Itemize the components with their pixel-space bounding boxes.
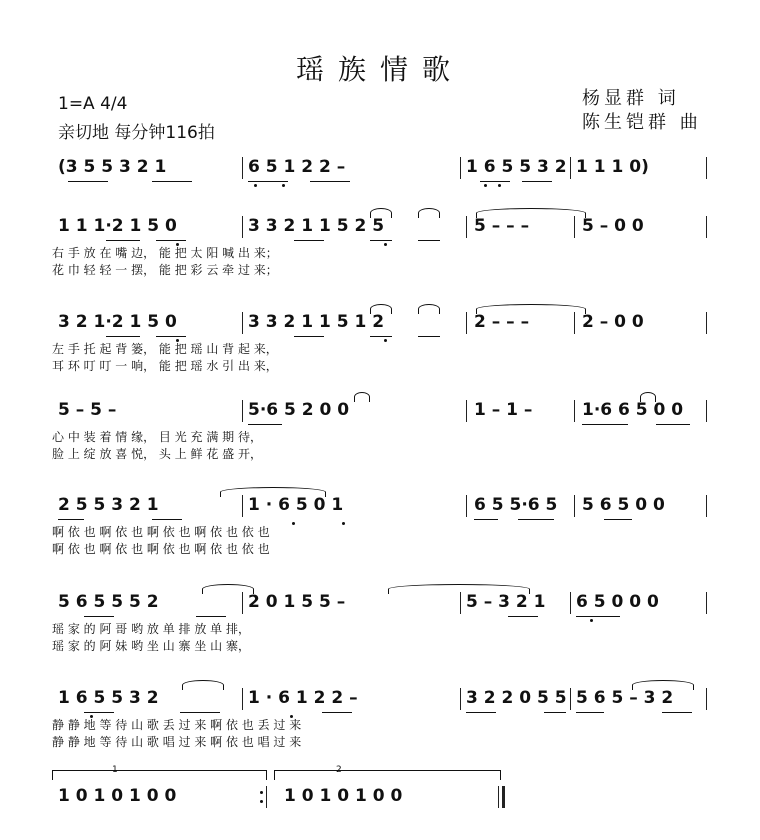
tie — [220, 487, 326, 497]
slur — [418, 304, 440, 314]
measure: 1·6 6 5 0 0 — [582, 400, 684, 420]
measure: 1 · 6 5 0 1 — [248, 495, 344, 515]
barline — [466, 312, 467, 334]
underline — [84, 616, 114, 617]
lyric-line-1: 左 手 托 起 背 篓， 能 把 瑶 山 背 起 来， — [52, 342, 278, 356]
lyric-line-2: 静 静 地 等 待 山 歌 唱 过 来 啊 依 也 唱 过 来 — [52, 735, 302, 749]
measure: 2 5 5 3 2 1 — [58, 495, 159, 515]
score-system-1 — [52, 157, 712, 187]
slur — [354, 392, 370, 402]
measure: 1 · 6 1 2 2 – — [248, 688, 358, 708]
measure: 2 – 0 0 — [582, 312, 644, 332]
underline — [58, 519, 84, 520]
final-barline — [502, 786, 505, 808]
repeat-barline — [266, 786, 267, 808]
barline — [460, 157, 461, 179]
final-barline — [498, 786, 499, 808]
underline — [604, 519, 632, 520]
lower-octave-dot — [282, 184, 285, 187]
second-ending-bracket — [500, 770, 501, 780]
underline — [152, 181, 192, 182]
underline — [518, 519, 554, 520]
measure: 1 0 1 0 1 0 0 — [284, 786, 403, 806]
barline — [706, 688, 707, 710]
lyric-line-1: 右 手 放 在 嘴 边， 能 把 太 阳 喊 出 来； — [52, 246, 278, 260]
barline — [460, 688, 461, 710]
lyric-line-2: 脸 上 绽 放 喜 悦， 头 上 鲜 花 盛 开， — [52, 447, 262, 461]
repeat-dot — [260, 791, 263, 794]
measure: 3 3 2 1 1 5 1 2 — [248, 312, 385, 332]
underline — [196, 616, 226, 617]
lyric-line-1: 瑶 家 的 阿 哥 哟 放 单 排 放 单 排， — [52, 622, 250, 636]
tie — [388, 584, 530, 594]
barline — [574, 216, 575, 238]
underline — [152, 519, 182, 520]
measure: 3 2 2 0 5 5 — [466, 688, 567, 708]
lyric-line-1: 心 中 装 着 情 缘， 目 光 充 满 期 待， — [52, 430, 262, 444]
underline — [418, 240, 440, 241]
barline — [570, 157, 571, 179]
lower-octave-dot — [484, 184, 487, 187]
underline — [508, 616, 538, 617]
score-system-8 — [52, 765, 712, 810]
key-time-signature: 1=A 4/4 — [58, 94, 128, 114]
measure: 1 6 5 5 3 2 — [58, 688, 159, 708]
barline — [706, 495, 707, 517]
underline — [544, 712, 566, 713]
underline — [582, 424, 628, 425]
barline — [574, 312, 575, 334]
underline — [370, 240, 392, 241]
score-system-2 — [52, 216, 712, 276]
barline — [706, 592, 707, 614]
barline — [706, 400, 707, 422]
measure: 5·6 5 2 0 0 — [248, 400, 350, 420]
lyric-line-2: 耳 环 叮 叮 一 响， 能 把 瑶 水 引 出 来， — [52, 359, 278, 373]
underline — [180, 712, 220, 713]
underline — [84, 712, 114, 713]
measure: 1 6 5 5 3 2 — [466, 157, 567, 177]
barline — [242, 495, 243, 517]
measure: 5 – – – — [474, 216, 530, 236]
measure: 1 – 1 – — [474, 400, 533, 420]
score-system-5 — [52, 495, 712, 555]
measure: 5 – 0 0 — [582, 216, 644, 236]
barline — [574, 495, 575, 517]
tempo-marking: 亲切地 每分钟116拍 — [58, 123, 215, 143]
barline — [242, 400, 243, 422]
barline — [242, 688, 243, 710]
barline — [460, 592, 461, 614]
underline — [370, 336, 392, 337]
underline — [156, 336, 186, 337]
barline — [242, 216, 243, 238]
barline — [242, 312, 243, 334]
underline — [68, 181, 108, 182]
underline — [156, 240, 186, 241]
measure: 3 3 2 1 1 5 2 5 — [248, 216, 385, 236]
song-title: 瑶族情歌 — [295, 53, 464, 86]
repeat-dot — [260, 800, 263, 803]
slur — [418, 208, 440, 218]
lyricist-credit: 杨显群 词 — [582, 88, 680, 109]
score-system-7 — [52, 688, 712, 748]
slur — [182, 680, 224, 690]
second-ending-label: 2 — [336, 765, 342, 775]
measure: 1 1 1 0) — [576, 157, 649, 177]
score-system-4 — [52, 400, 712, 460]
barline — [466, 495, 467, 517]
measure: 2 0 1 5 5 – — [248, 592, 346, 612]
lyric-line-2: 瑶 家 的 阿 妹 哟 坐 山 寨 坐 山 寨， — [52, 639, 250, 653]
barline — [570, 592, 571, 614]
slur — [640, 392, 656, 402]
underline — [576, 712, 604, 713]
first-ending-bracket — [52, 770, 266, 771]
underline — [294, 336, 324, 337]
underline — [522, 181, 552, 182]
barline — [570, 688, 571, 710]
measure: 5 6 5 0 0 — [582, 495, 665, 515]
barline — [706, 157, 707, 179]
measure: 6 5 1 2 2 – — [248, 157, 346, 177]
measure: 6 5 0 0 0 — [576, 592, 659, 612]
composer-credit: 陈生铠群 曲 — [582, 112, 702, 133]
underline — [418, 336, 440, 337]
underline — [248, 424, 282, 425]
first-ending-bracket — [266, 770, 267, 780]
second-ending-bracket — [274, 770, 500, 771]
barline — [242, 592, 243, 614]
barline — [706, 216, 707, 238]
barline — [706, 312, 707, 334]
measure: 2 – – – — [474, 312, 530, 332]
underline — [294, 240, 324, 241]
slur — [632, 680, 694, 690]
underline — [662, 712, 692, 713]
score-system-3 — [52, 312, 712, 372]
measure: 1 0 1 0 1 0 0 — [58, 786, 177, 806]
slur — [370, 304, 392, 314]
underline — [106, 336, 140, 337]
underline — [106, 240, 140, 241]
barline — [242, 157, 243, 179]
underline — [322, 712, 352, 713]
tie — [476, 208, 586, 218]
measure: 3 2 1·2 1 5 0 — [58, 312, 177, 332]
measure: 5 – 3 2 1 — [466, 592, 546, 612]
first-ending-bracket — [52, 770, 53, 780]
barline — [574, 400, 575, 422]
measure: 5 6 5 5 5 2 — [58, 592, 159, 612]
underline — [576, 616, 620, 617]
lyric-line-2: 啊 依 也 啊 依 也 啊 依 也 啊 依 也 依 也 — [52, 542, 270, 556]
underline — [310, 181, 350, 182]
lyric-line-2: 花 巾 轻 轻 一 摆， 能 把 彩 云 牵 过 来； — [52, 263, 278, 277]
measure: 6 5 5·6 5 — [474, 495, 558, 515]
second-ending-bracket — [274, 770, 275, 780]
barline — [466, 400, 467, 422]
measure: 1 1 1·2 1 5 0 — [58, 216, 177, 236]
measure: 5 – 5 – — [58, 400, 117, 420]
lower-octave-dot — [498, 184, 501, 187]
underline — [480, 181, 510, 182]
measure: (3 5 5 3 2 1 — [58, 157, 167, 177]
underline — [466, 712, 496, 713]
underline — [248, 181, 288, 182]
tie — [476, 304, 586, 314]
first-ending-label: 1 — [112, 765, 118, 775]
score-system-6 — [52, 592, 712, 652]
lyric-line-1: 静 静 地 等 待 山 歌 丢 过 来 啊 依 也 丢 过 来 — [52, 718, 302, 732]
barline — [466, 216, 467, 238]
measure: 5 6 5 – 3 2 — [576, 688, 674, 708]
underline — [656, 424, 690, 425]
tie — [202, 584, 254, 594]
underline — [474, 519, 498, 520]
lower-octave-dot — [254, 184, 257, 187]
lyric-line-1: 啊 依 也 啊 依 也 啊 依 也 啊 依 也 依 也 — [52, 525, 270, 539]
slur — [370, 208, 392, 218]
